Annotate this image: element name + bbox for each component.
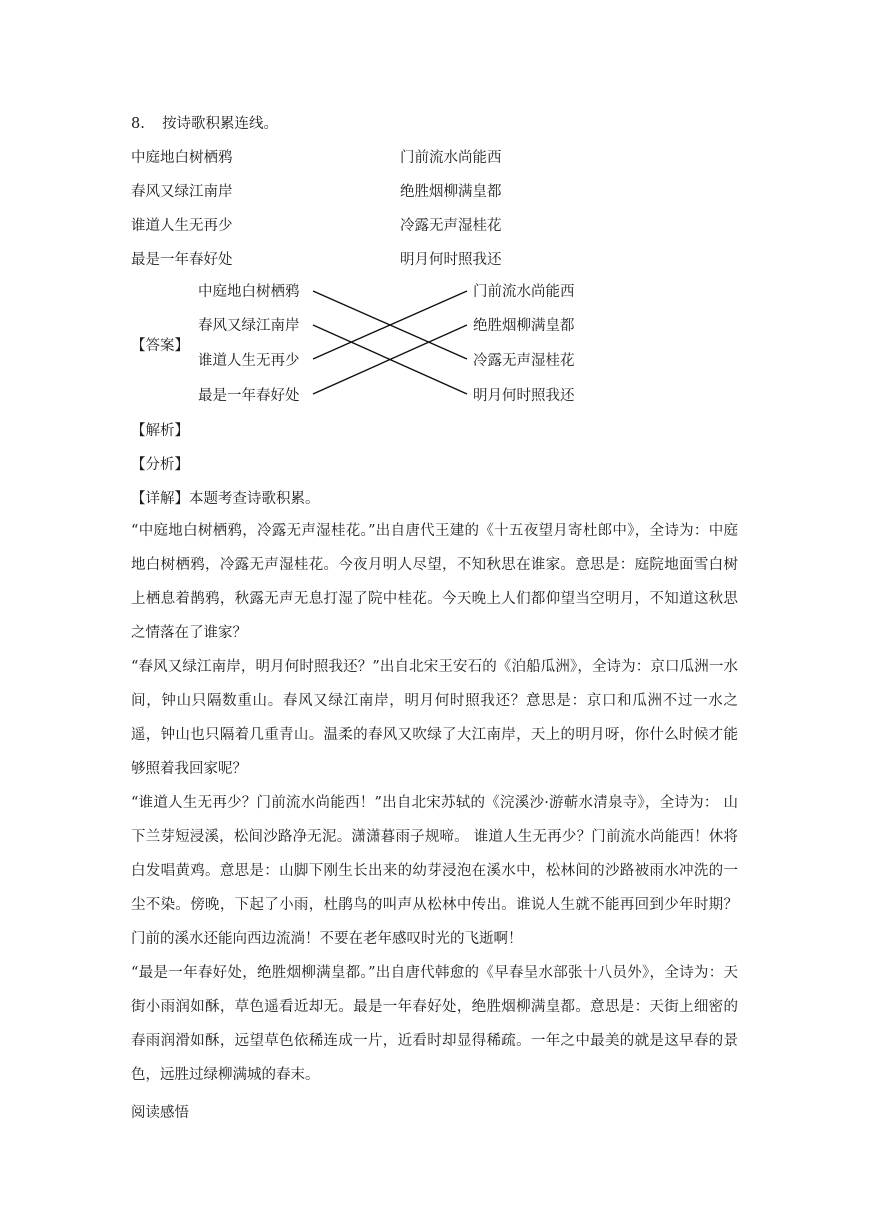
explanation-paragraph: “谁道人生无再少？门前流水尚能西！”出自北宋苏轼的《浣溪沙·游蕲水清泉寺》，全诗为： 山下兰芽短浸溪，松间沙路净无泥。潇潇暮雨子规啼。 谁道人生无再少？门前流水尚能西！休将白发唱黄鸡。意思是：山脚下刚生长出来的幼芽浸泡在溪水中，松林间的沙路被雨水冲洗的一尘不染。傍晚，下起了小雨，杜鹃鸟的叫声从松林中传出。谁说人生就不能再回到少年时期？门前的溪水还能向西边流淌！不要在老年感叹时光的飞逝啊！ [131,795,738,947]
answer-right-item: 冷露无声湿桂花 [473,353,575,369]
question-left-item: 谁道人生无再少 [131,218,233,234]
explanation-paragraph: “最是一年春好处，绝胜烟柳满皇都。”出自唐代韩愈的《早春呈水部张十八员外》，全诗为：天街小雨润如酥，草色遥看近却无。最是一年春好处，绝胜烟柳满皇都。意思是：天街上细密的春雨润滑如酥，远望草色依稀连成一片，近看时却显得稀疏。一年之中最美的就是这早春的景色，远胜过绿柳满城的春末。 [131,965,738,1083]
detail-line: 【详解】本题考查诗歌积累。 [131,491,320,507]
fenxi-label: 【分析】 [131,457,189,473]
question-right-item: 门前流水尚能西 [400,150,502,166]
question-right-item: 明月何时照我还 [400,252,502,268]
question-number: 8. [131,116,145,132]
answer-left-item: 春风又绿江南岸 [198,318,300,334]
explanation-paragraph: “中庭地白树栖鸦，冷露无声湿桂花。”出自唐代王建的《十五夜望月寄杜郎中》，全诗为：中庭地白树栖鸦，冷露无声湿桂花。今夜月明人尽望，不知秋思在谁家。意思是：庭院地面雪白树上栖息着鹊鸦，秋露无声无息打湿了院中桂花。今天晚上人们都仰望当空明月，不知道这秋思之情落在了谁家？ [131,523,738,641]
question-left-item: 最是一年春好处 [131,252,233,268]
question-prompt: 按诗歌积累连线。 [162,116,279,132]
question-heading [131,112,278,133]
connector-lines [131,274,601,414]
next-section-heading: 阅读感悟 [131,1105,189,1121]
analysis-label: 【解析】 [131,423,189,439]
question-right-item: 绝胜烟柳满皇都 [400,184,502,200]
explanation-paragraph: “春风又绿江南岸，明月何时照我还？”出自北宋王安石的《泊船瓜洲》，全诗为：京口瓜洲一水间，钟山只隔数重山。春风又绿江南岸，明月何时照我还？意思是：京口和瓜洲不过一水之遥，钟山也只隔着几重青山。温柔的春风又吹绿了大江南岸，天上的明月呀，你什么时候才能够照着我回家呢？ [131,659,738,777]
answer-diagram [131,274,601,414]
answer-right-item: 门前流水尚能西 [473,284,575,300]
answer-right-item: 明月何时照我还 [473,388,575,404]
question-left-item: 中庭地白树栖鸦 [131,150,233,166]
answer-left-item: 中庭地白树栖鸦 [198,284,300,300]
answer-right-item: 绝胜烟柳满皇都 [473,318,575,334]
question-left-item: 春风又绿江南岸 [131,184,233,200]
answer-left-item: 谁道人生无再少 [198,353,300,369]
answer-label: 【答案】 [131,338,189,354]
answer-left-item: 最是一年春好处 [198,388,300,404]
question-right-item: 冷露无声湿桂花 [400,218,502,234]
